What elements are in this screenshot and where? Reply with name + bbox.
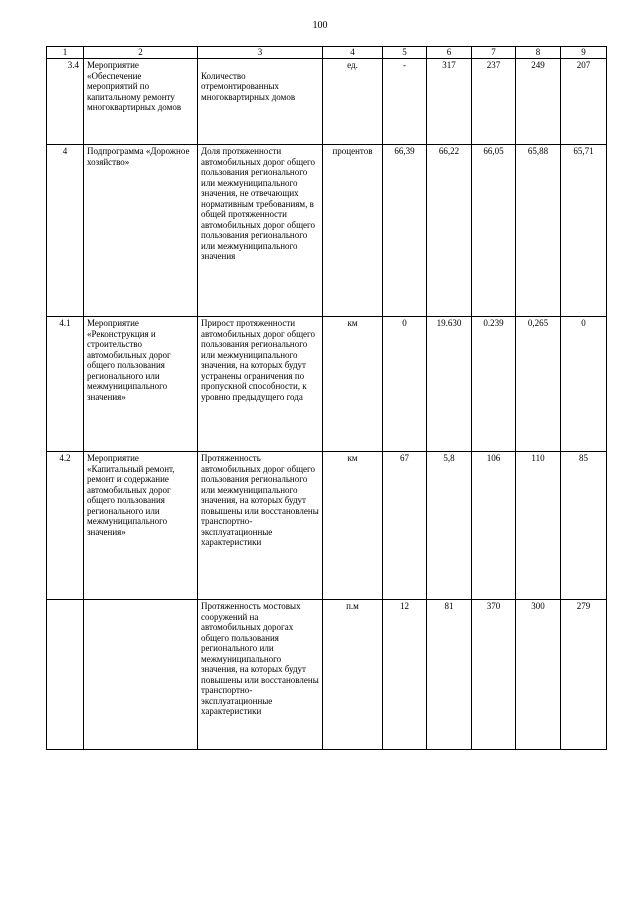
header-cell-3: 3 bbox=[198, 47, 323, 59]
value-col-6: 66,22 bbox=[427, 145, 472, 317]
value-col-7: 0.239 bbox=[472, 317, 516, 452]
event-name: Мероприятие «Капитальный ремонт, ремонт и содержание автомобильных дорог общего пользования регионального или межмуниципального значения» bbox=[84, 452, 198, 600]
indicator-name: Доля протяженности автомобильных дорог общего пользования регионального или межмуниципального значения, не отвечающих нормативным требованиям, в общей протяженности автомобильных дорог общего пользования регионального или межмуниципального значения bbox=[198, 145, 323, 317]
value-col-6: 5,8 bbox=[427, 452, 472, 600]
value-col-5: 12 bbox=[383, 600, 427, 750]
header-cell-2: 2 bbox=[84, 47, 198, 59]
value-col-6: 81 bbox=[427, 600, 472, 750]
unit: процентов bbox=[323, 145, 383, 317]
value-col-7: 106 bbox=[472, 452, 516, 600]
row-number bbox=[47, 600, 84, 750]
value-col-7: 370 bbox=[472, 600, 516, 750]
event-name bbox=[84, 600, 198, 750]
table-row bbox=[47, 452, 607, 600]
header-cell-1: 1 bbox=[47, 47, 84, 59]
page-number: 100 bbox=[312, 20, 328, 31]
header-cell-6: 6 bbox=[427, 47, 472, 59]
row-number: 4.1 bbox=[47, 317, 84, 452]
table-row bbox=[47, 317, 607, 452]
value-col-8: 300 bbox=[516, 600, 561, 750]
value-col-9: 85 bbox=[561, 452, 607, 600]
indicator-name: Прирост протяженности автомобильных дорог общего пользования регионального или межмуниципального значения, на которых будут устранены ограничения по пропускной способности, к уровню предыдущего года bbox=[198, 317, 323, 452]
indicators-table bbox=[46, 46, 607, 750]
value-col-6: 19.630 bbox=[427, 317, 472, 452]
value-col-9: 65,71 bbox=[561, 145, 607, 317]
value-col-8: 249 bbox=[516, 59, 561, 145]
value-col-7: 237 bbox=[472, 59, 516, 145]
indicator-name: Протяженность автомобильных дорог общего пользования регионального или межмуниципального значения, на которых будут повышены или восстановлены транспортно-эксплуатационные характеристики bbox=[198, 452, 323, 600]
header-cell-7: 7 bbox=[472, 47, 516, 59]
header-row bbox=[47, 47, 607, 59]
indicator-name bbox=[198, 59, 323, 145]
value-col-8: 0,265 bbox=[516, 317, 561, 452]
table-row bbox=[47, 59, 607, 145]
event-name: Мероприятие «Обеспечение мероприятий по капитальному ремонту многоквартирных домов bbox=[84, 59, 198, 145]
value-col-9: 279 bbox=[561, 600, 607, 750]
unit: ед. bbox=[323, 59, 383, 145]
row-number: 3.4 bbox=[47, 59, 84, 145]
header-cell-8: 8 bbox=[516, 47, 561, 59]
value-col-6: 317 bbox=[427, 59, 472, 145]
event-name: Мероприятие «Реконструкция и строительство автомобильных дорог общего пользования регионального или межмуниципального значения» bbox=[84, 317, 198, 452]
value-col-7: 66,05 bbox=[472, 145, 516, 317]
value-col-9: 0 bbox=[561, 317, 607, 452]
indicator-text: Количество отремонтированных многоквартирных домов bbox=[201, 70, 296, 102]
value-col-5: 66,39 bbox=[383, 145, 427, 317]
value-col-5: - bbox=[383, 59, 427, 145]
value-col-9: 207 bbox=[561, 59, 607, 145]
unit: км bbox=[323, 317, 383, 452]
table-row bbox=[47, 145, 607, 317]
value-col-8: 65,88 bbox=[516, 145, 561, 317]
unit: км bbox=[323, 452, 383, 600]
unit: п.м bbox=[323, 600, 383, 750]
value-col-5: 0 bbox=[383, 317, 427, 452]
header-cell-5: 5 bbox=[383, 47, 427, 59]
indicator-name: Протяженность мостовых сооружений на автомобильных дорогах общего пользования регионального или межмуниципального значения, на которых будут повышены или восстановлены транспортно-эксплуатационные характеристики bbox=[198, 600, 323, 750]
row-number: 4.2 bbox=[47, 452, 84, 600]
table-row bbox=[47, 600, 607, 750]
value-col-5: 67 bbox=[383, 452, 427, 600]
value-col-8: 110 bbox=[516, 452, 561, 600]
row-number: 4 bbox=[47, 145, 84, 317]
header-cell-4: 4 bbox=[323, 47, 383, 59]
event-name: Подпрограмма «Дорожное хозяйство» bbox=[84, 145, 198, 317]
header-cell-9: 9 bbox=[561, 47, 607, 59]
